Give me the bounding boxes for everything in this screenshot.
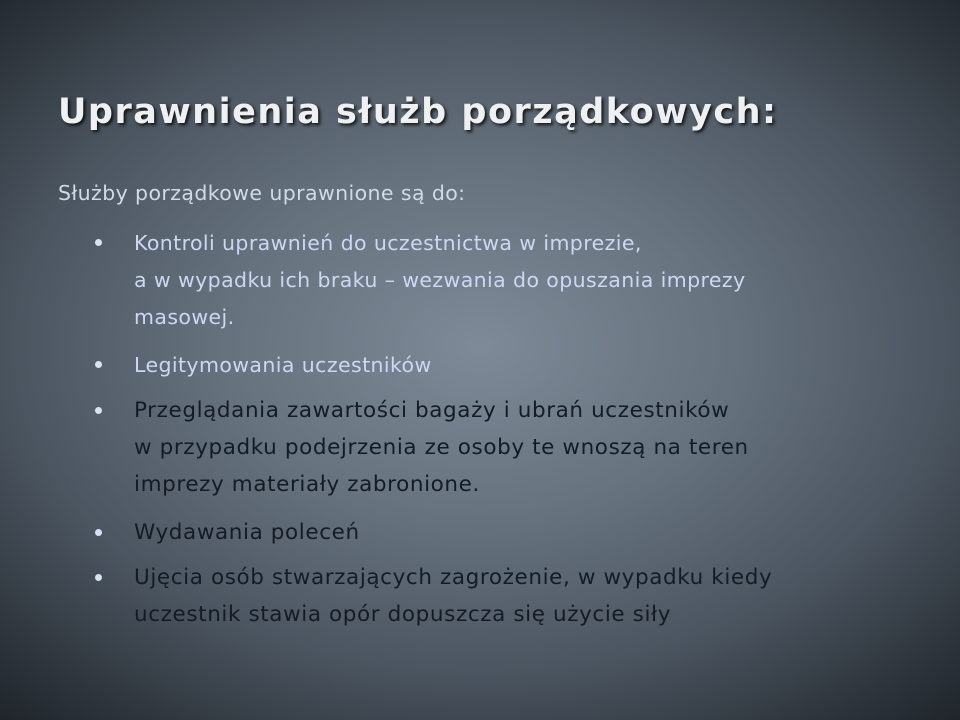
bullet-dot-icon: [95, 574, 102, 581]
bullet-dot-icon: [95, 529, 102, 536]
bullet-item-orders: [95, 514, 935, 551]
slide-intro: Służby porządkowe uprawnione są do:: [58, 181, 466, 205]
slide-title: Uprawnienia służb porządkowych:: [58, 92, 778, 132]
bullet-text: Kontroli uprawnień do uczestnictwa w imprezie, a w wypadku ich braku – wezwania do opuszania imprezy masowej.: [134, 231, 746, 329]
bullet-item-ticket-control: [95, 225, 935, 336]
bullet-text: Przeglądania zawartości bagaży i ubrań uczestników w przypadku podejrzenia ze osoby te wnoszą na teren imprezy materiały zabronione.: [134, 398, 749, 497]
bullet-item-identification: [95, 347, 935, 384]
bullet-text: Wydawania poleceń: [134, 520, 360, 545]
bullet-text: Legitymowania uczestników: [134, 353, 432, 377]
bullet-item-baggage-search: [95, 392, 935, 503]
bullet-text: Ujęcia osób stwarzających zagrożenie, w wypadku kiedy uczestnik stawia opór dopuszcza się użycie siły: [134, 565, 773, 627]
bullet-dot-icon: [95, 407, 102, 414]
bullet-dot-icon: [95, 239, 102, 246]
bullet-dot-icon: [95, 361, 102, 368]
bullet-item-detention: [95, 559, 935, 633]
